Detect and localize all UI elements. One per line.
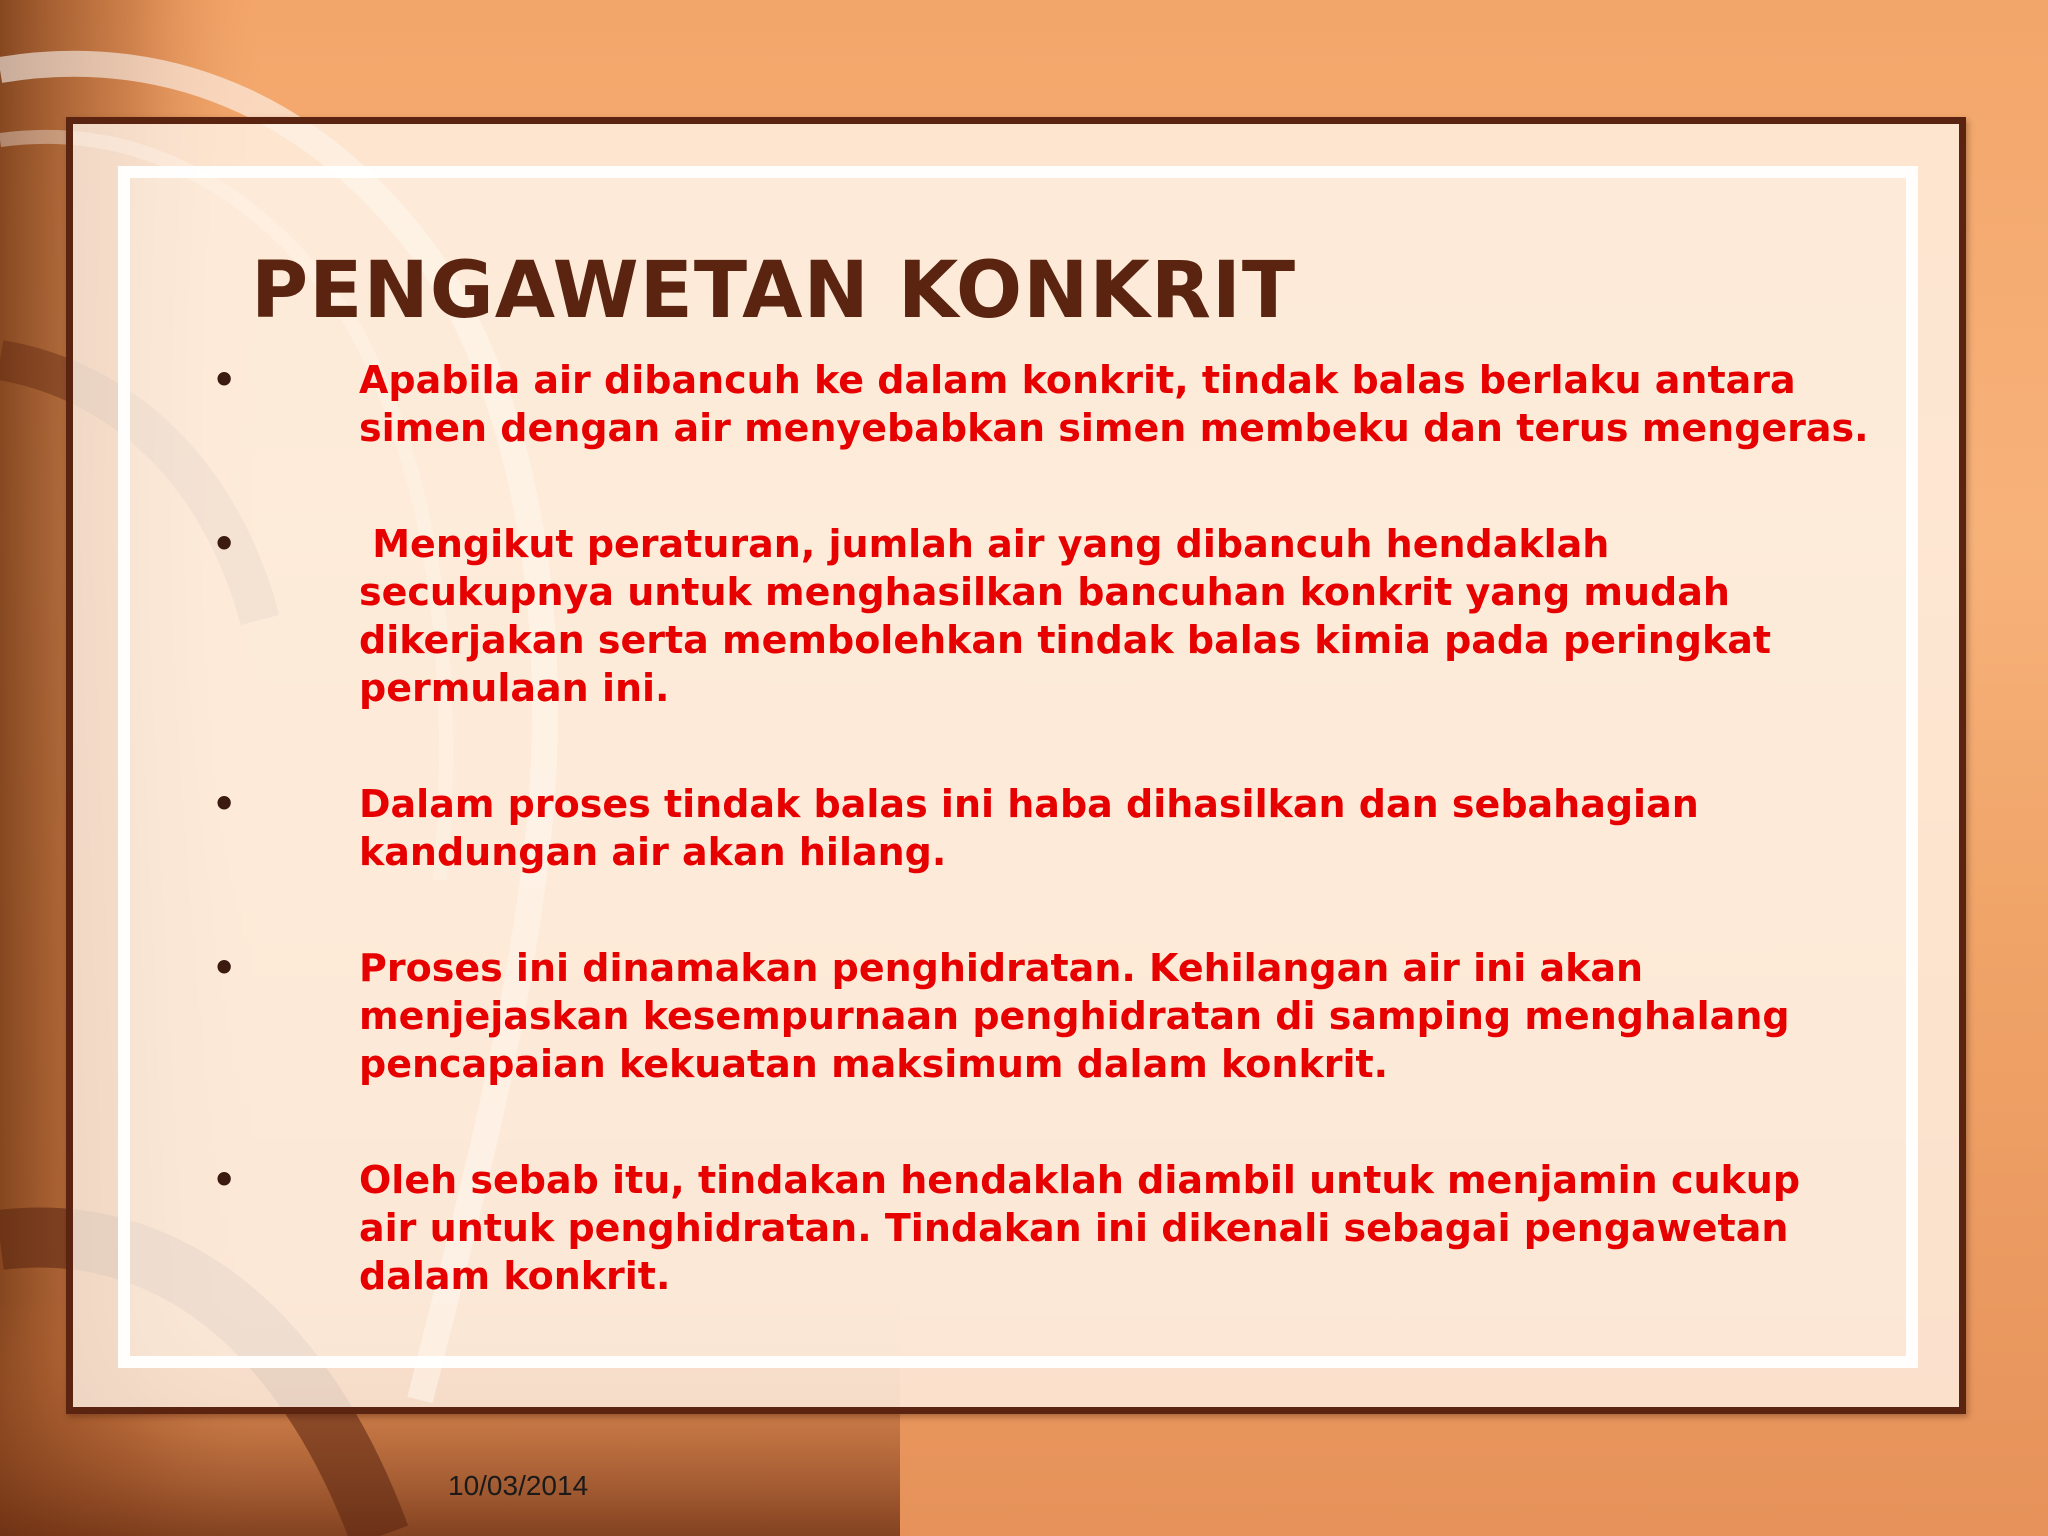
bullet-dot-icon: • (212, 946, 237, 990)
bullet-line: menjejaskan kesempurnaan penghidratan di samping menghalang (359, 994, 1790, 1038)
bullet-line: Proses ini dinamakan penghidratan. Kehilangan air ini akan (359, 946, 1644, 990)
bullet-item (212, 944, 1912, 1088)
bullet-dot-icon: • (212, 782, 237, 826)
bullet-line: secukupnya untuk menghasilkan bancuhan konkrit yang mudah (359, 570, 1730, 614)
bullet-line: Oleh sebab itu, tindakan hendaklah diambil untuk menjamin cukup (359, 1158, 1801, 1202)
bullet-dot-icon: • (212, 522, 237, 566)
bullet-item (212, 356, 1912, 452)
bullet-line: Mengikut peraturan, jumlah air yang dibancuh hendaklah (359, 522, 1610, 566)
slide-title: PENGAWETAN KONKRIT (251, 246, 1297, 336)
bullet-item (212, 780, 1912, 876)
bullet-list (212, 356, 1912, 1300)
bullet-line: permulaan ini. (359, 666, 670, 710)
bullet-line: kandungan air akan hilang. (359, 830, 947, 874)
bullet-line: dikerjakan serta membolehkan tindak balas kimia pada peringkat (359, 618, 1772, 662)
bullet-line: air untuk penghidratan. Tindakan ini dikenali sebagai pengawetan (359, 1206, 1789, 1250)
bullet-dot-icon: • (212, 358, 237, 402)
bullet-dot-icon: • (212, 1158, 237, 1202)
bullet-line: simen dengan air menyebabkan simen membeku dan terus mengeras. (359, 406, 1869, 450)
slide-date: 10/03/2014 (448, 1470, 589, 1501)
slide-frame (66, 117, 1966, 1414)
bullet-item (212, 520, 1912, 712)
bullet-line: Apabila air dibancuh ke dalam konkrit, tindak balas berlaku antara (359, 358, 1796, 402)
bullet-line: Dalam proses tindak balas ini haba dihasilkan dan sebahagian (359, 782, 1699, 826)
bullet-item (212, 1156, 1912, 1300)
bullet-line: pencapaian kekuatan maksimum dalam konkrit. (359, 1042, 1389, 1086)
bullet-line: dalam konkrit. (359, 1254, 671, 1298)
